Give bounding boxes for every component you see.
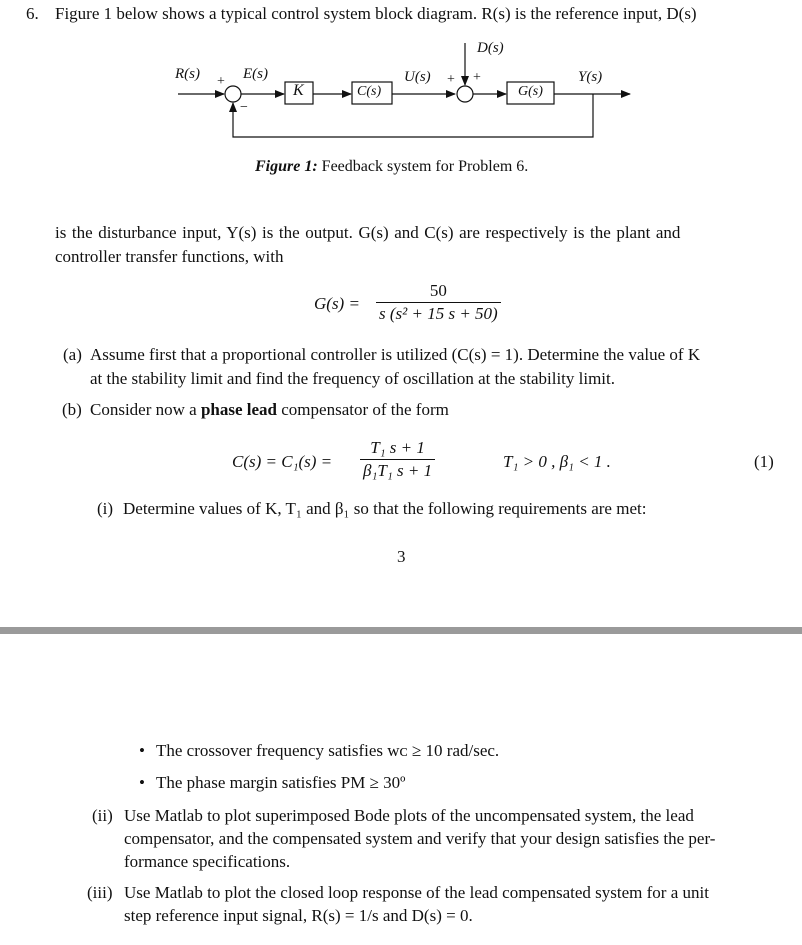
summing-junction-1: [225, 86, 241, 102]
part-b-text-post: compensator of the form: [281, 400, 449, 419]
label-g: G(s): [518, 84, 543, 99]
part-b-iii-marker: (iii): [87, 883, 113, 902]
intro-line-2: is the disturbance input, Y(s) is the output. G(s) and C(s) are respectively is the plant and: [55, 223, 681, 242]
part-b-iii-line-1: Use Matlab to plot the closed loop response of the lead compensated system for a unit: [124, 883, 709, 902]
part-b-iii-line-2: step reference input signal, R(s) = 1/s and D(s) = 0.: [124, 906, 473, 925]
part-b-i-text: Determine values of K, T₁ and β₁ so that the following requirements are met:: [123, 499, 647, 518]
label-plus-2: +: [447, 72, 455, 87]
label-y: Y(s): [578, 69, 603, 85]
equation-c-fraction: [360, 437, 435, 482]
equation-c-numerator: T₁ s + 1: [370, 438, 425, 457]
label-r: R(s): [175, 66, 200, 82]
label-u: U(s): [404, 69, 431, 85]
part-b-ii-line-2: compensator, and the compensated system and verify that your design satisfies the per-: [124, 829, 716, 848]
part-a-line-1: Assume first that a proportional controller is utilized (C(s) = 1). Determine the value of K: [90, 345, 701, 364]
part-b-text-pre: Consider now a: [90, 400, 197, 419]
label-e: E(s): [243, 66, 268, 82]
figure-caption: [255, 155, 528, 178]
part-b-ii-line-1: Use Matlab to plot superimposed Bode plots of the uncompensated system, the lead: [124, 806, 694, 825]
bullet-marker: •: [139, 773, 145, 792]
intro-line-1: Figure 1 below shows a typical control system block diagram. R(s) is the reference input, D(s): [55, 4, 697, 23]
equation-c-denominator: β₁T₁ s + 1: [363, 461, 433, 480]
equation-g-lhs: G(s) =: [314, 294, 360, 313]
equation-g-denominator: s (s² + 15 s + 50): [379, 304, 498, 323]
label-plus-3: +: [473, 70, 481, 85]
label-minus-1: −: [240, 100, 248, 115]
bullet-marker: •: [139, 741, 145, 760]
figure-caption-label: Figure 1:: [255, 158, 318, 175]
page-divider: [0, 627, 802, 634]
part-b-ii-line-3: formance specifications.: [124, 852, 291, 871]
intro-line-3: controller transfer functions, with: [55, 247, 284, 266]
part-b-marker: (b): [62, 400, 82, 419]
part-b-text: [90, 398, 449, 421]
equation-g-fraction: [376, 280, 501, 325]
part-b-text-bold: phase lead: [200, 400, 278, 419]
part-a-marker: (a): [63, 345, 82, 364]
label-plus-1: +: [217, 74, 225, 89]
label-k: K: [293, 82, 304, 99]
part-a-line-2: at the stability limit and find the frequency of oscillation at the stability limit.: [90, 369, 615, 388]
equation-c-lhs: C(s) = C₁(s) =: [232, 452, 333, 471]
part-b-ii-marker: (ii): [92, 806, 113, 825]
summing-junction-2: [457, 86, 473, 102]
bullet-crossover: The crossover frequency satisfies wᴄ ≥ 10 rad/sec.: [156, 741, 500, 760]
page-number: 3: [397, 547, 406, 566]
bullet-phase-margin: The phase margin satisfies PM ≥ 30º: [156, 773, 406, 792]
equation-c-condition: T₁ > 0 , β₁ < 1 .: [503, 452, 611, 471]
part-b-i-marker: (i): [97, 499, 114, 518]
problem-number: 6.: [26, 4, 39, 23]
equation-g-numerator: 50: [429, 281, 447, 300]
figure-caption-text: Feedback system for Problem 6.: [321, 158, 529, 175]
label-d: D(s): [477, 40, 504, 56]
equation-number: (1): [754, 452, 774, 471]
label-c: C(s): [357, 84, 382, 99]
